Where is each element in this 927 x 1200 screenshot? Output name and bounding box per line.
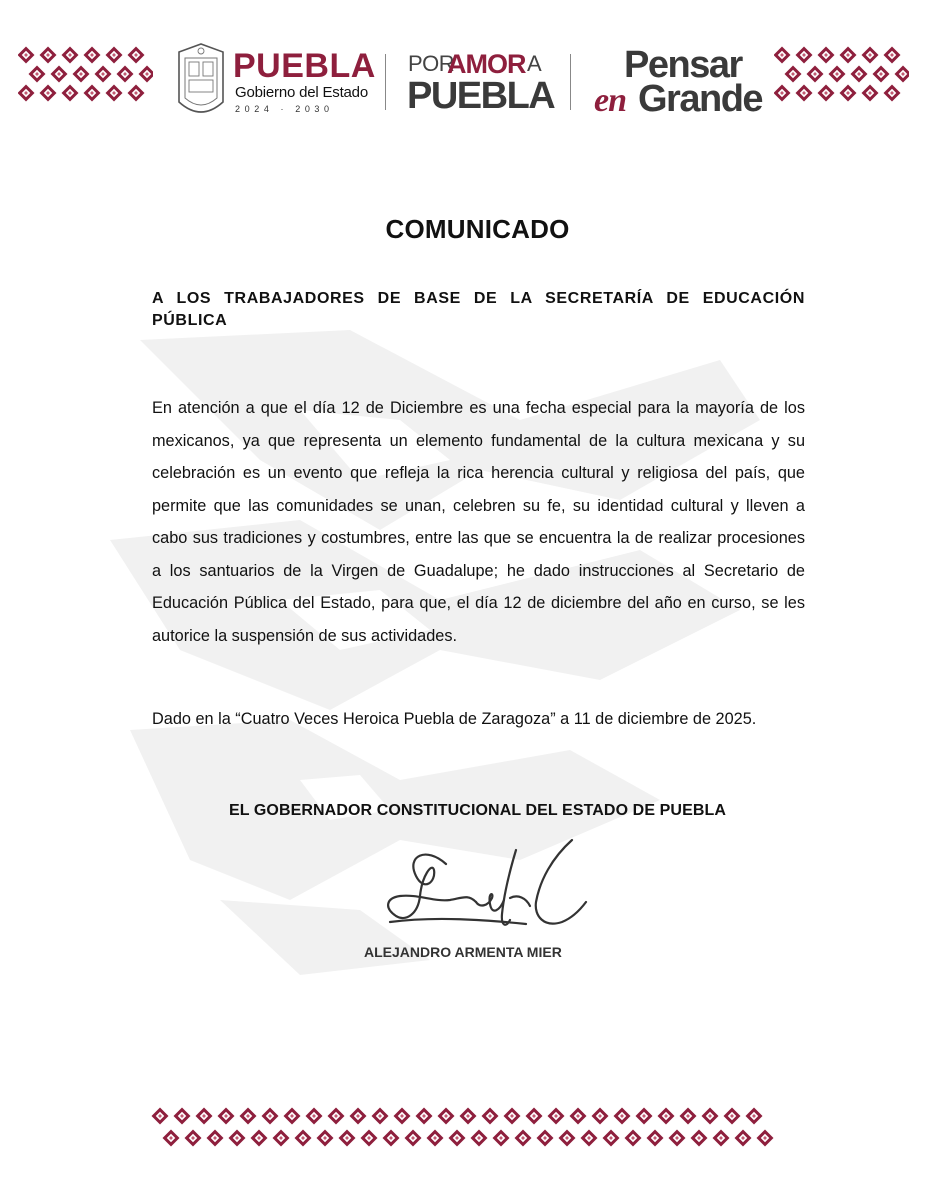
pensar-en-grande-logo bbox=[592, 46, 767, 124]
closing-paragraph: Dado en la “Cuatro Veces Heroica Puebla de Zaragoza” a 11 de diciembre de 2025. bbox=[152, 710, 757, 728]
logo-puebla2-text: PUEBLA bbox=[407, 75, 555, 117]
state-seal-icon bbox=[175, 42, 227, 124]
por-amor-a-puebla-logo bbox=[405, 49, 555, 118]
logo-amor-text: AMOR bbox=[447, 49, 526, 79]
recipient-line: A LOS TRABAJADORES DE BASE DE LA SECRETARÍA DE EDUCACIÓN PÚBLICA bbox=[152, 290, 805, 329]
pattern-ornament-icon bbox=[774, 46, 909, 102]
pattern-ornament-icon bbox=[18, 46, 153, 102]
logo-gobierno-text: Gobierno del Estado bbox=[235, 84, 368, 101]
letterhead bbox=[0, 38, 927, 128]
document-title: COMUNICADO bbox=[385, 214, 570, 244]
logo-puebla-text: PUEBLA bbox=[233, 47, 376, 85]
logo-pensar-text: Pensar bbox=[624, 44, 742, 86]
signature-mark bbox=[376, 836, 596, 946]
pattern-ornament-icon bbox=[150, 1106, 777, 1150]
signer-title: EL GOBERNADOR CONSTITUCIONAL DEL ESTADO DE PUEBLA bbox=[228, 802, 727, 819]
signer-name: ALEJANDRO ARMENTA MIER bbox=[364, 944, 562, 960]
body-paragraph: En atención a que el día 12 de Diciembre es una fecha especial para la mayoría de los mexicanos, ya que representa un elemento fundamental de la cultura mexicana y su celebración es un evento que refleja la rica herencia cultural y religiosa del país, que permite que las comunidades se unan, celebren su fe, su identidad cultural y lleven a cabo sus tradiciones y costumbres, entre las que se encuentra la de realizar procesiones a los santuarios de la Virgen de Guadalupe; he dado instrucciones al Secretario de Educación Pública del Estado, para que, el día 12 de diciembre del año en curso, se les autorice la suspensión de sus actividades. bbox=[152, 399, 805, 645]
puebla-government-logo bbox=[233, 47, 376, 120]
logo-grande-text: Grande bbox=[638, 78, 763, 120]
logo-por-text: POR bbox=[408, 51, 455, 76]
logo-en-text: en bbox=[594, 82, 626, 119]
logo-divider bbox=[385, 54, 386, 110]
logo-years-text: 2024 · 2030 bbox=[235, 104, 334, 114]
logo-divider bbox=[570, 54, 571, 110]
logo-a-text: A bbox=[527, 51, 542, 76]
